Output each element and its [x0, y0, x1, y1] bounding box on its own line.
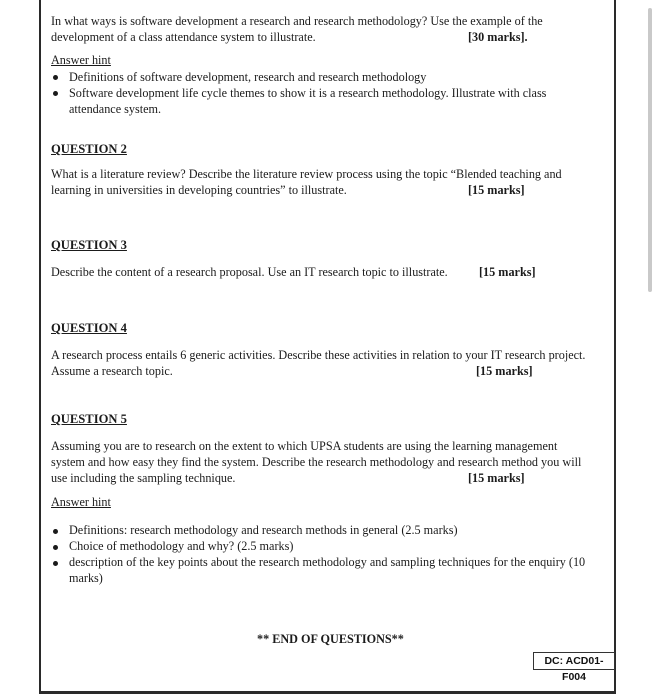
intro-question-line-2: development of a class attendance system to illustrate. [51, 30, 316, 44]
intro-question-line-1: In what ways is software development a research and research methodology? Use the example of the [51, 14, 543, 28]
question-5-line-3: use including the sampling technique. [51, 471, 236, 485]
hint-1-bullet-2-line-1: Software development life cycle themes to show it is a research methodology. Illustrate with class [69, 86, 547, 100]
question-5-line-2: system and how easy they find the system. Describe the research methodology and research method you will [51, 455, 582, 469]
hint-2-bullet-3-line-1: description of the key points about the research methodology and sampling techniques for the enquiry (10 [69, 555, 586, 569]
question-3-heading: QUESTION 3 [51, 238, 127, 252]
question-4-marks: [15 marks] [476, 364, 533, 378]
bullet-icon [53, 75, 58, 80]
question-3-marks: [15 marks] [479, 265, 536, 279]
question-4-line-1: A research process entails 6 generic activities. Describe these activities in relation to your IT research project. [51, 348, 586, 362]
question-4-line-2: Assume a research topic. [51, 364, 173, 378]
question-4-heading: QUESTION 4 [51, 321, 127, 335]
hint-2-bullet-2: Choice of methodology and why? (2.5 marks) [69, 539, 294, 553]
hint-2-bullet-1: Definitions: research methodology and research methods in general (2.5 marks) [69, 523, 458, 537]
question-2-line-2: learning in universities in developing countries” to illustrate. [51, 183, 347, 197]
question-5-line-1: Assuming you are to research on the extent to which UPSA students are using the learning management [51, 439, 558, 453]
question-2-line-1: What is a literature review? Describe the literature review process using the topic “Blended teaching and [51, 167, 562, 181]
hint-2-bullet-3-line-2: marks) [69, 571, 103, 585]
answer-hint-label: Answer hint [51, 495, 111, 509]
question-5-heading: QUESTION 5 [51, 412, 127, 426]
end-of-questions: ** END OF QUESTIONS** [257, 632, 404, 646]
answer-hint-label: Answer hint [51, 53, 111, 67]
hint-1-bullet-2-line-2: attendance system. [69, 102, 162, 116]
scrollbar-thumb[interactable] [648, 8, 652, 292]
question-3-line-1: Describe the content of a research proposal. Use an IT research topic to illustrate. [51, 265, 448, 279]
bullet-icon [53, 91, 58, 96]
question-2-marks: [15 marks] [468, 183, 525, 197]
hint-1-bullet-1: Definitions of software development, research and research methodology [69, 70, 427, 84]
intro-marks: [30 marks]. [468, 30, 528, 44]
bullet-icon [53, 545, 58, 550]
question-2-heading: QUESTION 2 [51, 142, 127, 156]
bullet-icon [53, 561, 58, 566]
document-code-box: DC: ACD01-F004 [533, 652, 615, 670]
question-5-marks: [15 marks] [468, 471, 525, 485]
bullet-icon [53, 529, 58, 534]
